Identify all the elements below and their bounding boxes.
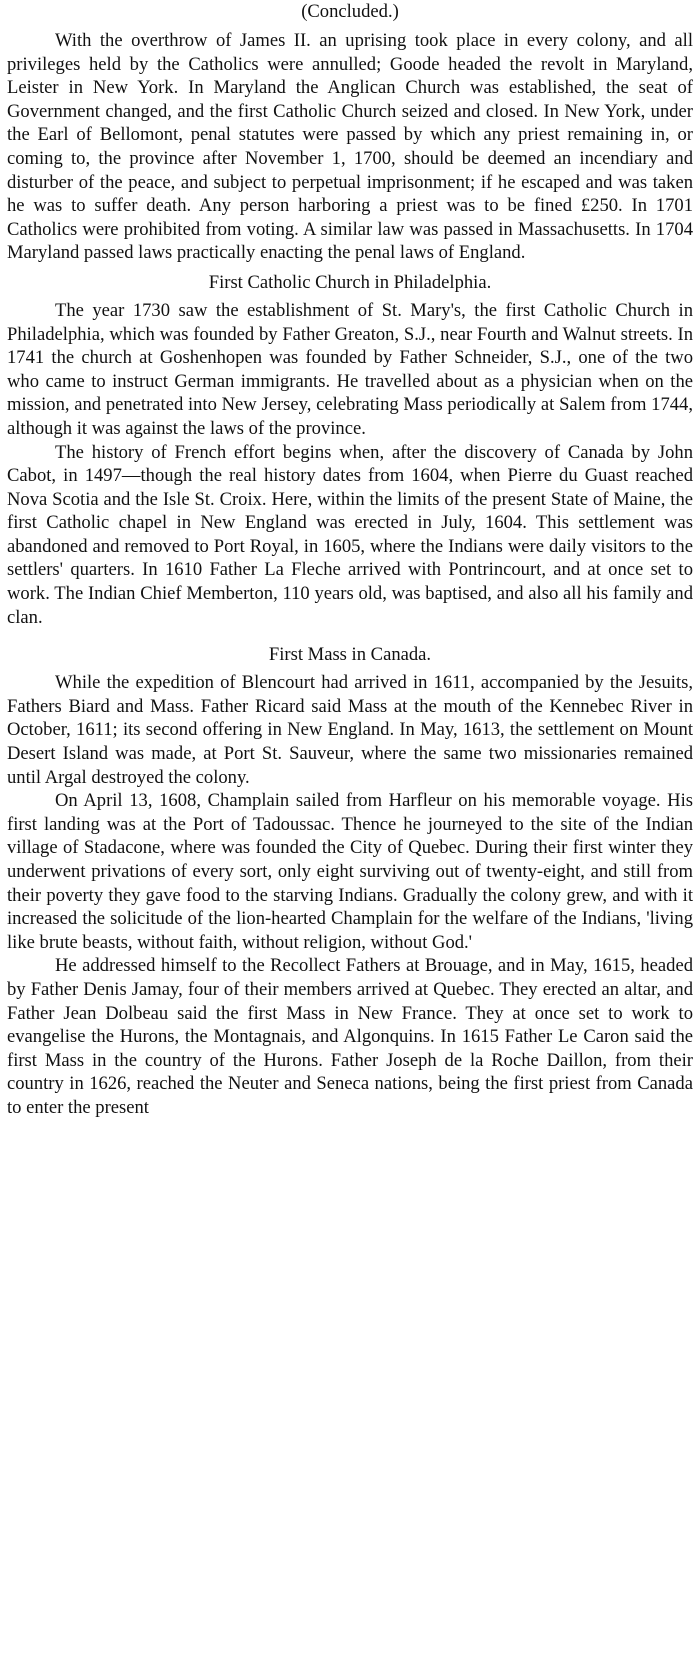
paragraph-blencourt: While the expedition of Blencourt had arrived in 1611, accompanied by the Jesuits, Fathers Biard and Mass. Father Ricard said Mass at the mouth of the Kennebec River in October, 1611; its second offering in New England. In May, 1613, the settlement on Mount Desert Island was made, at Port St. Sauveur, where the same two missionaries remained until Argal destroyed the colony. xyxy=(7,672,693,788)
document-page xyxy=(7,0,693,1120)
paragraph-overthrow-james: With the overthrow of James II. an uprising took place in every colony, and all privileges held by the Catholics were annulled; Goode headed the revolt in Maryland, Leister in New York. In Maryland the Anglican Church was established, the seat of Government changed, and the first Catholic Church seized and closed. In New York, under the Earl of Bellomont, penal statutes were passed by which any priest remaining in, or coming to, the province after November 1, 1700, should be deemed an incendiary and disturber of the peace, and subject to perpetual imprisonment; if he escaped and was taken he was to suffer death. Any person harboring a priest was to be fined £250. In 1701 Catholics were prohibited from voting. A similar law was passed in Massachusetts. In 1704 Maryland passed laws practically enacting the penal laws of England. xyxy=(7,30,693,264)
continuation-label: (Concluded.) xyxy=(301,1,399,22)
paragraph-champlain: On April 13, 1608, Champlain sailed from Harfleur on his memorable voyage. His first landing was at the Port of Tadoussac. Thence he journeyed to the site of the Indian village of Stadacone, where was founded the City of Quebec. During their first winter they underwent privations of every sort, only eight surviving out of twenty-eight, and still from their poverty they gave food to the starving Indians. Gradually the colony grew, and with it increased the solicitude of the lion-hearted Champlain for the welfare of the Indians, 'living like brute beasts, without faith, without religion, without God.' xyxy=(7,790,693,953)
paragraph-recollect-fathers: He addressed himself to the Recollect Fathers at Brouage, and in May, 1615, headed by Father Denis Jamay, four of their members arrived at Quebec. They erected an altar, and Father Jean Dolbeau said the first Mass in New France. They at once set to work to evangelise the Hurons, the Montagnais, and Algonquins. In 1615 Father Le Caron said the first Mass in the country of the Hurons. Father Joseph de la Roche Daillon, from their country in 1626, reached the Neuter and Seneca nations, being the first priest from Canada to enter the present xyxy=(7,955,693,1118)
section-heading-philadelphia: First Catholic Church in Philadelphia. xyxy=(208,271,492,293)
paragraph-french-effort: The history of French effort begins when, after the discovery of Canada by John Cabot, in 1497—though the real history dates from 1604, when Pierre du Guast reached Nova Scotia and the Isle St. Croix. Here, within the limits of the present State of Maine, the first Catholic chapel in New England was erected in July, 1604. This settlement was abandoned and removed to Port Royal, in 1605, where the Indians were daily visitors to the settlers' quarters. In 1610 Father La Fleche arrived with Pontrincourt, and at once set to work. The Indian Chief Memberton, 110 years old, was baptised, and also all his family and clan. xyxy=(7,441,693,628)
paragraph-st-marys: The year 1730 saw the establishment of St. Mary's, the first Catholic Church in Philadelphia, which was founded by Father Greaton, S.J., near Fourth and Walnut streets. In 1741 the church at Goshenhopen was founded by Father Schneider, S.J., one of the two who came to instruct German immigrants. He travelled about as a physician when on the mission, and penetrated into New Jersey, celebrating Mass periodically at Salem from 1744, although it was against the laws of the province. xyxy=(7,299,693,439)
section-heading-first-mass-canada: First Mass in Canada. xyxy=(268,644,432,666)
